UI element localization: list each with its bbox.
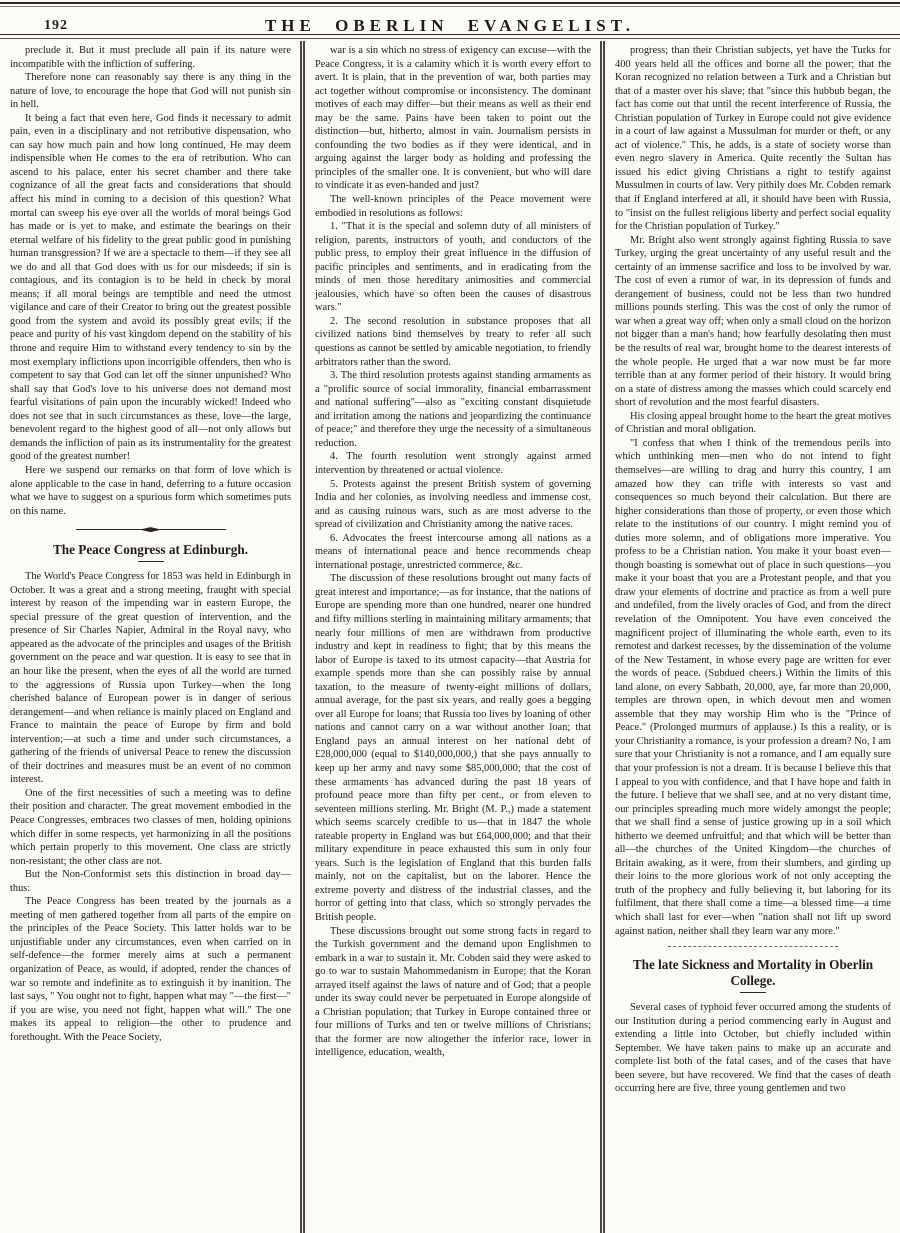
- paragraph: The Peace Congress has been treated by the journals as a meeting of men gathered together from all parts of the empire on the principles of the Peace Society. This latter holds war to be unjustifiable under any circumstances, even when carried on in self-defence—the former merely aims at such a permanent organization of Peace, as would, if adopted, render the chances of war so remote and indefinite as to extinguish it by inanition. The last says, " You ought not to fight, happen what may "—the first—" if you are wise, you need not fight, happen what will." The one makes its appeal to religion—the other to prudence and forethought. With the Peace Society,: [10, 896, 291, 1043]
- column-1: [0, 41, 300, 1233]
- heading-rule: [740, 992, 766, 993]
- paragraph: Mr. Bright also went strongly against fighting Russia to save Turkey, urging the great uncertainty of any useful result and the certainty of an immense sacrifice and loss to be involved by war. The cost of even a rumor of war, in its depression of funds and derangement of business, could not be less than two hundred millions pounds sterling. This was the cost of only the rumor of war when a great way off; when only a small cloud on the horizon not bigger than a man's hand; how fearfully desolating then must be the results of real war, brought home to the dearest interests of the whole people. He urged that a war now must be far more terrible than at any former period of their history. It would bring on a state of distress among the masses which could scarcely end short of revolution and the most fearful disasters.: [615, 234, 891, 409]
- header-rule-bottom-thin: [0, 38, 900, 39]
- paragraph: Several cases of typhoid fever occurred among the students of our Institution during a period commencing early in August and extending a little into October, but chiefly included within September. We have taken pains to make up an accurate and complete list both of the fatal cases, and of the cases that have been severe, but have recovered. We find that the cases of death occurring here are five, three young gentlemen and two: [615, 1002, 891, 1095]
- column-layout: [0, 41, 900, 1233]
- resolution-item-3: 3. The third resolution protests against standing armaments as a "prolific source of social immorality, financial embarrassment and national suffering"—also as "exciting constant disquietude and irritation among the nations and jeopardizing the continuance of peace;" and therefore they urge the necessity of a simultaneous reduction.: [315, 370, 591, 449]
- dashed-rule-divider: [668, 946, 838, 947]
- paragraph: preclude it. But it must preclude all pain if its nature were incompatible with the infliction of suffering.: [10, 45, 291, 70]
- paragraph: "I confess that when I think of the tremendous perils into which unthinking men—men who do not intend to fight themselves—are willing to drag and hurry this country, I am amazed how they can trifle with interests so vast and consequences so much beyond their calculation. But there are higher considerations than those of property, or even those which relate to the institutions of our country. I might remind you of duties more solemn, and of obligations more imperative. You profess to be a Christian nation. You make it your boast even—though boasting is somewhat out of place in such questions—you make it your boast that you are a Protestant people, and that you draw your elements of doctrine and practice as from a well pure and undefiled, from the lively oracles of God, and from the direct revelation of the Omnipotent. You have even conceived the magnificent project of illuminating the whole earth, even to its remotest and darkest recesses, by the dissemination of the volume of the New Testament, in whose every page are written for ever the words of peace. (Subdued cheers.) Within the limits of this land alone, on every Sabbath, 20,000, aye, far more than 20,000, temples are thrown open, in which devout men and women assemble that they may worship Him who is the "Prince of Peace." (Prolonged murmurs of applause.) Is this a reality, or is your Christianity a romance, is your profession a dream? No, I am sure that your Christianity is not a romance, and I am equally sure that your profession is not a dream. It is because I believe this that I appeal to you with confidence, and that I have hope and faith in the future. I believe that we shall see, and at no very distant time, our principles spreading much more widely amongst the people; that we shall find a sense of justice growing up in a soil which hitherto we deemed unfruitful; and that which will be better than all—the churches of the United Kingdom—the churches of Britain awaking, as it were, from their slumbers, and girding up their loins to the more glorious work of not only accepting the truth of the prophecy and fully believing it, but laboring for its fulfilment, that there shall come a time—a blessed time—a time which shall last for ever—when "nation shall not lift up sword against nation, neither shall they learn war any more.": [615, 437, 891, 937]
- paragraph: His closing appeal brought home to the heart the great motives of Christian and moral obligation.: [615, 410, 891, 436]
- paragraph: One of the first necessities of such a meeting was to define their position and character. The great movement embodied in the Peace Congresses, embraces two classes of men, holding opinions which differ in some respects, yet harmonizing in all the positions which pertain properly to this movement. One class are strictly non-resistant; the other class are not.: [10, 787, 291, 867]
- diamond-ornament-icon: [140, 527, 162, 532]
- resolution-item-1: 1. "That it is the special and solemn duty of all ministers of religion, parents, instructors of youth, and conductors of the public press, to employ their great influence in the diffusion of pacific principles and sentiments, and in eradicating from the minds of men those hereditary animosities and commercial jealousies, which have so often been the causes of disastrous wars.": [315, 221, 591, 314]
- header-rule-bottom: [0, 34, 900, 35]
- article-title-peace-congress: The Peace Congress at Edinburgh.: [52, 542, 249, 558]
- header-rule-top-thin: [0, 6, 900, 7]
- paragraph: The World's Peace Congress for 1853 was held in Edinburgh in October. It was a great and a strong meeting, fraught with special interest by reason of the impending war in eastern Europe, the special pressure of the great question of intervention, and the presence of Sir Charles Napier, Admiral in the Royal navy, who appeared as the advocate of the principles and usages of the British government on the peace and war question. It is easy to see that in an hour like the present, when the eyes of all the world are turned to the aggressions of Russia upon Turkey—when the long cherished balance of European power is in danger of serious derangement—and when reliance is mainly placed on England and France to maintain the peace of Europe by firm and bold intervention;—at such a time and under such circumstances, a gathering of the friends of universal Peace to renew the discussion of their doctrines and measures must be an event of no common interest.: [10, 571, 291, 786]
- column-3: [600, 41, 900, 1233]
- publication-title: THE OBERLIN EVANGELIST.: [264, 16, 636, 35]
- resolution-item-5: 5. Protests against the present British system of governing India and her colonies, as involving needless and immense cost, and as causing ruinous wars, such as are most adverse to the spread of civilization and Christianity among the native races.: [315, 478, 591, 531]
- heading-rule: [138, 561, 164, 562]
- resolution-item-4: 4. The fourth resolution went strongly against armed intervention by threatened or actual violence.: [315, 451, 591, 476]
- page-number: 192: [44, 18, 68, 33]
- paragraph: It being a fact that even here, God finds it necessary to admit pain, even in a disciplinary and not retributive dispensation, who can say how much pain and how long continued, He may deem indispensible when He comes to the era of retribution. Who can ascend to his palace, enter his secret chamber and there take cognizance of all the great facts and considerations that should affect his mind in coming to a decision of this question? What mortal can sweep his eye over all the worlds of moral beings God has made or is yet to make, and estimate the bearings on their eternal welfare of his fidelity to the great public good in punishing human transgression? If we are a spectacle to them—if they see all we do and all that God does with us for our misdeeds; if sin is contagious, and its contagion is to be held in check by moral means; if all moral beings are temptible and need the utmost vigilance and care of their Creator to bring out the greatest possible good from the system and avoid its possibly great evils; if the peace and purity of his vast kingdom depend on the stability of his throne and require Him to withstand every tendency to sin by the most exemplary inflictions upon incorrigible offenders, then who is competent to say that God can let off the sinner unpunished? Who shall say that God's love to his universe does not demand most fearful visitations of pain upon the incurably wicked! Indeed who does not see that in such circumstances as these, love—the large, benevolent regard to the highest good of all—not only allows but demands the infliction of pain as its instrumentality for the greatest good of the greatest number!: [10, 112, 291, 463]
- paragraph: progress; than their Christian subjects, yet have the Turks for 400 years held all the offices and borne all the power; that the Koran recognized no relation between a Turk and a Christian but that of a master over his slave; that "since this hubbub began, the fact has come out that until the recent interference of Russia, the Christian population of Turkey in Europe could not give evidence in a court of law against a Mussulman for murder or theft, or any act of violence." This, he adds, is a state of society worse than even negro slavery in America. Quite recently the Sultan has issued his edict giving Christians a right to testify against Mussulmen in courts of law. Very pithily does Mr. Cobden remark that if England interfered at all, it should have been with Russia, to "insist on the fullest religious liberty and perfect social equality for the Christian population of Turkey.": [615, 45, 891, 233]
- resolution-item-6: 6. Advocates the freest intercourse among all nations as a means of international peace and hence recommends cheap international postage, unrestricted commerce, &c.: [315, 532, 591, 571]
- masthead: [0, 0, 900, 41]
- paragraph: These discussions brought out some strong facts in regard to the Turkish government and the demand upon Englishmen to embark in a war to sustain it. Mr. Cobden said they were asked to go to war to sustain Mahommedanism in Europe; that the Koran arrayed itself against the laws of nature and of God; that a people under its sway could never be perpetuated in Europe alongside of a Christian population; that Turkey in Europe contained three or four millions of Turks and ten or twelve millions of Christians; that the former are now altogether the inferior race, lower in intelligence, education, wealth,: [315, 925, 591, 1059]
- paragraph: But the Non-Conformist sets this distinction in broad day—thus:: [10, 869, 291, 894]
- paragraph: The well-known principles of the Peace movement were embodied in resolutions as follows:: [315, 194, 591, 219]
- column-2: [300, 41, 600, 1233]
- diamond-rule-divider: [76, 527, 226, 532]
- header-rule-top: [0, 2, 900, 4]
- paragraph: Therefore none can reasonably say there is any thing in the nature of love, to encourage the hope that God will not punish sin in hell.: [10, 72, 291, 111]
- paragraph: war is a sin which no stress of exigency can excuse—with the Peace Congress, it is a calamity which it is worth every effort to avert. It is plain, that in the prevention of war, both parties may act together without compromise or inconsistency. The dominant motives of each may differ—but their means as well as their end may be the same. Pains have been taken to point out the distinction—but, hitherto, almost in vain. Journalism persists in confounding the two bodies as if they were identical, and in arguing against the larger body as holding and professing the principles of the smaller one. It is convenient, but who will dare to vindicate it as even-handed and just?: [315, 45, 591, 192]
- paragraph: The discussion of these resolutions brought out many facts of great interest and importance;—as for instance, that the nations of Europe are spending more than one hundred, nearer one hundred and fifty millions sterling in maintaining military armaments; that nearly four millions of men are withdrawn from productive industry and kept in readiness to fight; that by this means the labor of Europe is taxed to its utmost capacity—that Austria for example spends more than she can possibly raise by annual taxation, to the measure of twenty-eight millions of dollars, annual average, for the past six years, and really goes a begging over all Europe for loans; that Russia too lives by loaning of other nations and cannot carry on a war without another loan; that England pays an annual interest on her national debt of £28,000,000 (equal to $140,000,000,) that she pays annually to keep up her army and navy some $85,000,000; that the cost of these armaments has advanced during the past 18 years of profound peace more than fifty per cent., or from eleven to seventeen millions sterling. Mr. Bright (M. P.,) made a statement which seems scarcely credible to us—that in 1847 the whole rateable property in England was but £64,000,000; and that their military expenditure in peace exhausted this sum in only four years. Such is the legislation of England that this burden falls mainly, not on the capitalist, but on the laborer. Hence the extreme poverty and distress of the industrial classes, and the horror of getting into that class, which so strongly pervades the British people.: [315, 573, 591, 923]
- paragraph: Here we suspend our remarks on that form of love which is alone applicable to the case in hand, deferring to a future occasion what we have to suggest on a spurious form which sometimes puts on this name.: [10, 464, 291, 517]
- resolution-item-2: 2. The second resolution in substance proposes that all civilized nations bind themselves by treaty to refer all such questions as cannot be settled by amicable negotiation, to friendly arbitrators rather than the sword.: [315, 315, 591, 368]
- article-title-sickness-mortality: The late Sickness and Mortality in Oberlin College.: [632, 957, 874, 989]
